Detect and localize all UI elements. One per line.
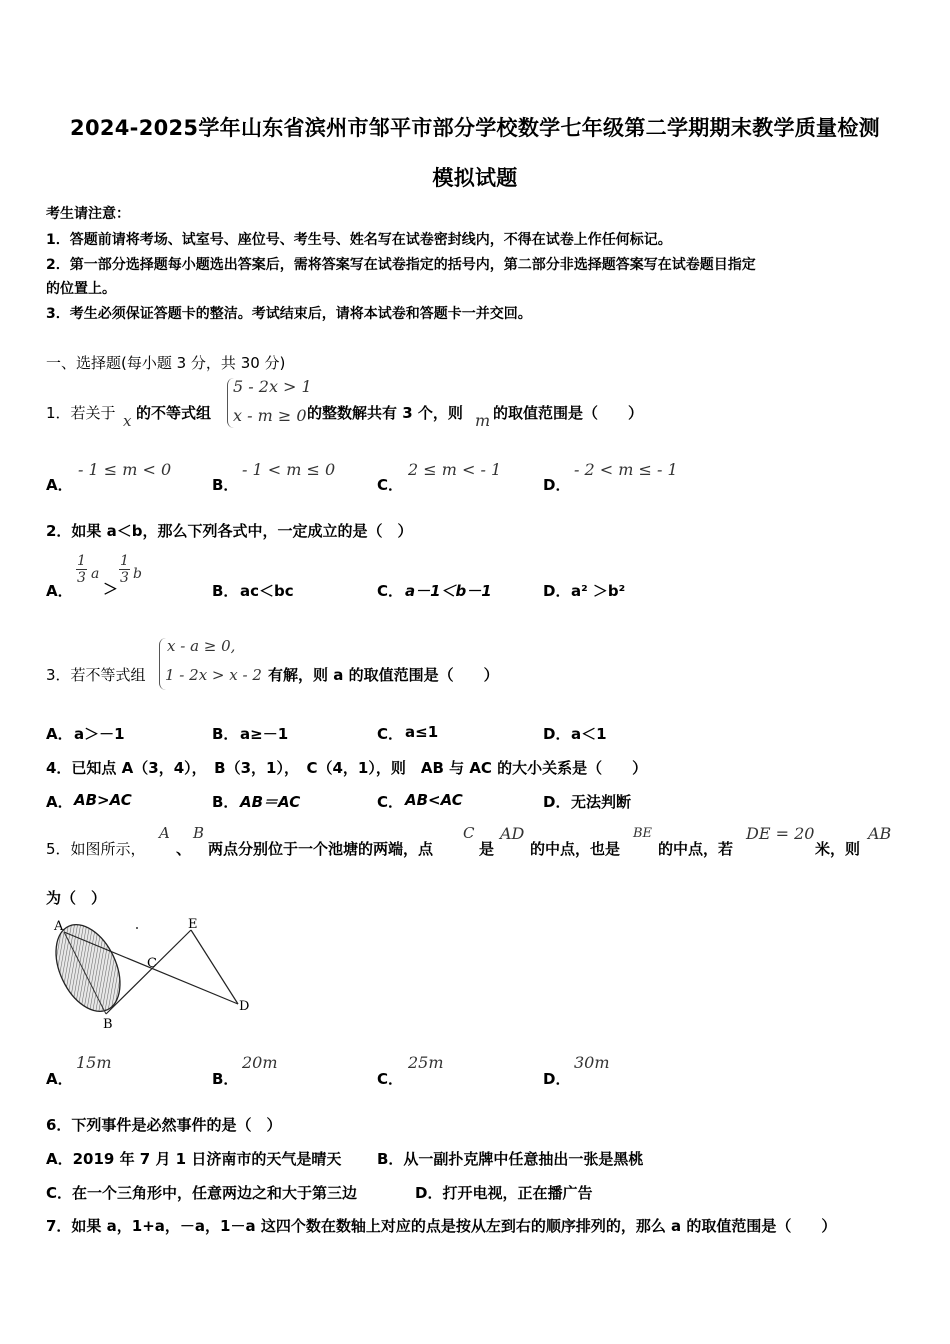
notice-item-1: 1．答题前请将考场、试室号、座位号、考生号、姓名写在试卷密封线内，不得在试卷上作任何标记。: [46, 232, 672, 248]
q4-option-a-label[interactable]: A．: [46, 793, 73, 811]
q1-number: 1．若关于: [46, 404, 116, 422]
q2-option-a-gt: ＞: [103, 580, 119, 598]
q5-text-4: 的中点，若: [658, 840, 734, 858]
q3-option-b-value: a≥－1: [240, 725, 289, 743]
q4-text: 4．已知点 A（3，4）， B（3，1）， C（4，1），则 AB 与 AC 的大小关系是（ ）: [46, 759, 648, 777]
q1-option-c-value: 2 ≤ m < - 1: [408, 460, 502, 479]
q3-option-c-label[interactable]: C．: [377, 725, 404, 743]
q5-option-b-label[interactable]: B．: [212, 1070, 239, 1088]
q3-option-c-value: a≤1: [405, 723, 439, 741]
q2-option-c-value: a－1＜b－1: [405, 582, 492, 600]
q5-figure: [46, 918, 261, 1036]
q5-sep: 、: [176, 840, 192, 858]
q4-option-a-value: AB>AC: [74, 791, 132, 809]
q1-system-line2: x - m ≥ 0: [233, 406, 307, 425]
q5-text-3: 的中点，也是: [530, 840, 621, 858]
q2-option-d-label[interactable]: D．: [543, 582, 571, 600]
q6-text: 6．下列事件是必然事件的是（ ）: [46, 1116, 282, 1134]
q2-option-b-value: ac＜bc: [240, 582, 294, 600]
q4-option-b-label[interactable]: B．: [212, 793, 239, 811]
q3-option-a-label[interactable]: A．: [46, 725, 73, 743]
q5-option-d-value: 30m: [574, 1053, 610, 1072]
q5-option-d-label[interactable]: D．: [543, 1070, 571, 1088]
q1-option-a-value: - 1 ≤ m < 0: [78, 460, 172, 479]
q1-option-b-value: - 1 < m ≤ 0: [242, 460, 336, 479]
q1-var-m: m: [475, 411, 491, 430]
figure-label-e: E: [188, 918, 198, 932]
q5-text-2: 是: [479, 840, 495, 858]
q1-option-d-value: - 2 < m ≤ - 1: [574, 460, 678, 479]
q4-option-c-label[interactable]: C．: [377, 793, 404, 811]
q3-system-line1: x - a ≥ 0,: [167, 637, 236, 655]
q5-number: 5．如图所示，: [46, 840, 146, 858]
q5-var-c: C: [463, 824, 475, 842]
notice-item-2: 2．第一部分选择题每小题选出答案后，需将答案写在试卷指定的括号内，第二部分非选择题答案写在试卷题目指定: [46, 257, 756, 273]
q2-option-c-label[interactable]: C．: [377, 582, 404, 600]
q6-option-a[interactable]: A．2019 年 7 月 1 日济南市的天气是晴天: [46, 1150, 342, 1168]
q6-option-c[interactable]: C．在一个三角形中，任意两边之和大于第三边: [46, 1184, 358, 1202]
figure-label-d: D: [239, 999, 250, 1014]
notice-item-2-cont: 的位置上。: [46, 281, 116, 297]
q6-option-d[interactable]: D．打开电视，正在播广告: [415, 1184, 593, 1202]
section-heading: 一、选择题(每小题 3 分，共 30 分): [46, 354, 286, 372]
q3-option-a-value: a＞－1: [74, 725, 125, 743]
q4-option-d-label[interactable]: D．: [543, 793, 571, 811]
q2-option-a-var-a: a: [91, 566, 100, 582]
page-title: 2024-2025学年山东省滨州市邹平市部分学校数学七年级第二学期期末教学质量检测: [70, 116, 880, 140]
notice-heading: 考生请注意：: [46, 206, 130, 222]
q5-option-c-label[interactable]: C．: [377, 1070, 404, 1088]
q3-option-d-value: a＜1: [571, 725, 607, 743]
q5-option-a-value: 15m: [76, 1053, 112, 1072]
q2-text: 2．如果 a＜b，那么下列各式中，一定成立的是（ ）: [46, 522, 413, 540]
q3-option-b-label[interactable]: B．: [212, 725, 239, 743]
q2-option-a-label[interactable]: A．: [46, 582, 73, 600]
q1-option-d-label[interactable]: D．: [543, 476, 571, 494]
figure-label-c: C: [147, 956, 157, 971]
q7-text: 7．如果 a，1+a，－a，1－a 这四个数在数轴上对应的点是按从左到右的顺序排列的，那么 a 的取值范围是（ ）: [46, 1217, 837, 1235]
q3-option-d-label[interactable]: D．: [543, 725, 571, 743]
q5-var-de: DE = 20: [746, 824, 815, 843]
q2-option-d-value: a² ＞b²: [571, 582, 626, 600]
q5-text-5: 米，则: [815, 840, 861, 858]
q3-system-line2: 1 - 2x > x - 2: [165, 666, 262, 684]
figure-label-b: B: [103, 1017, 113, 1032]
segment-e-d: [191, 930, 238, 1004]
q1-option-a-label[interactable]: A．: [46, 476, 73, 494]
figure-label-a: A: [54, 919, 64, 934]
q2-option-a-var-b: b: [133, 566, 142, 582]
q5-var-be: BE: [633, 826, 653, 841]
notice-item-3: 3．考生必须保证答题卡的整洁。考试结束后，请将本试卷和答题卡一并交回。: [46, 306, 532, 322]
page-title-line2: 模拟试题: [432, 166, 518, 190]
q5-var-b: B: [193, 824, 205, 842]
q1-text-rest: 的整数解共有 3 个，则: [307, 404, 463, 422]
q1-system-line1: 5 - 2x > 1: [233, 377, 312, 396]
figure-dot: [136, 927, 138, 929]
q4-option-d-value: 无法判断: [571, 793, 632, 811]
q5-text-1: 两点分别位于一个池塘的两端，点: [208, 840, 434, 858]
q5-var-ad: AD: [500, 824, 525, 843]
q3-number: 3．若不等式组: [46, 666, 146, 684]
q5-var-ab: AB: [868, 824, 892, 843]
q4-option-b-value: AB＝AC: [240, 793, 301, 811]
q5-text-line2: 为（ ）: [46, 889, 107, 907]
q6-option-b[interactable]: B．从一副扑克牌中任意抽出一张是黑桃: [377, 1150, 644, 1168]
q4-option-c-value: AB<AC: [405, 791, 463, 809]
q5-option-b-value: 20m: [242, 1053, 278, 1072]
q5-option-a-label[interactable]: A．: [46, 1070, 73, 1088]
q1-var-x: x: [123, 412, 132, 430]
q2-option-b-label[interactable]: B．: [212, 582, 239, 600]
q1-option-c-label[interactable]: C．: [377, 476, 404, 494]
q2-option-a-fraction-2: $\frac{1}{3}$: [120, 553, 129, 586]
q5-option-c-value: 25m: [408, 1053, 444, 1072]
q1-text-tail: 的取值范围是（ ）: [493, 404, 644, 422]
q1-option-b-label[interactable]: B．: [212, 476, 239, 494]
q5-var-a: A: [159, 824, 170, 842]
q1-text-mid: 的不等式组: [136, 404, 212, 422]
q2-option-a-fraction-1: $\frac{1}{3}$: [77, 553, 86, 586]
q3-text-tail: 有解，则 a 的取值范围是（ ）: [268, 666, 499, 684]
